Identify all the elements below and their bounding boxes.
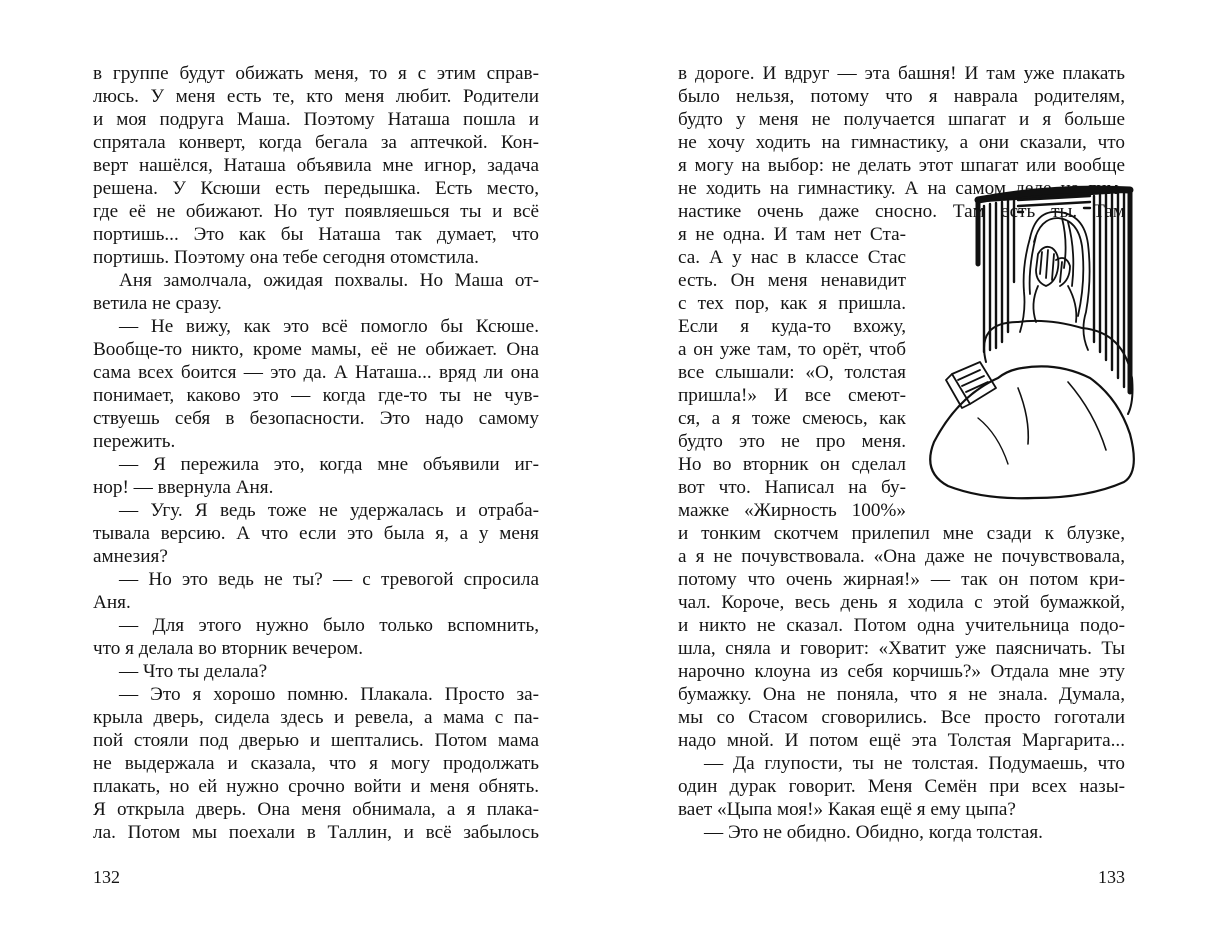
text-line: где её не обижают. Но тут появляешься ты и всё (93, 201, 539, 222)
text-line: будто это не про меня. (678, 431, 906, 452)
text-line: портишь. Поэтому она тебе сегодня отомстила. (93, 247, 479, 268)
text-line: мы со Стасом сговорились. Все просто гоготали (678, 707, 1125, 728)
text-line: решена. У Ксюши есть передышка. Есть место, (93, 178, 539, 199)
text-line: не выдержала и сказала, что я могу продолжать (93, 753, 539, 774)
text-line: не хочу ходить на гимнастику, а они сказали, что (678, 132, 1125, 153)
text-line: и никто не сказал. Потом одна учительница подо- (678, 615, 1125, 636)
text-line: понимает, каково это — когда где-то ты не чув- (93, 385, 539, 406)
text-line: в группе будут обижать меня, то я с этим справ- (93, 63, 539, 84)
text-line: а он уже там, то орёт, чтоб (678, 339, 906, 360)
right-page (678, 0, 1125, 948)
text-line: ветила не сразу. (93, 293, 222, 314)
text-line: тывала версию. А что если это была я, а у меня (93, 523, 539, 544)
girl-crying-in-bed-illustration (918, 182, 1140, 504)
text-line: чал. Короче, весь день я ходила с этой бумажкой, (678, 592, 1125, 613)
text-line: с тех пор, как я пришла. (678, 293, 906, 314)
text-line: вот что. Написал на бу- (678, 477, 906, 498)
text-line: сама всех боится — это да. А Наташа... вряд ли она (93, 362, 539, 383)
text-line: вает «Цыпа моя!» Какая ещё я ему цыпа? (678, 799, 1016, 820)
text-line: не ходить на гимнастику. А на самом деле на гим- (678, 178, 1125, 199)
text-line: люсь. У меня есть те, кто меня любит. Родители (93, 86, 539, 107)
text-line: бумажку. Она не поняла, что я не знала. Думала, (678, 684, 1125, 705)
text-line: Аня замолчала, ожидая похвалы. Но Маша от- (119, 270, 539, 291)
left-page (93, 0, 539, 948)
text-line: крыла дверь, сидела здесь и ревела, а мама с па- (93, 707, 539, 728)
text-line: Я открыла дверь. Она меня обнимала, а я плака- (93, 799, 539, 820)
text-line: нор! — ввернула Аня. (93, 477, 274, 498)
text-line: — Что ты делала? (119, 661, 268, 682)
text-line: будто у меня не получается шпагат и я больше (678, 109, 1125, 130)
text-line: а я не почувствовала. «Она даже не почувствовала, (678, 546, 1125, 567)
text-line: я могу на выбор: не делать этот шпагат или вообще (678, 155, 1125, 176)
text-line: — Угу. Я ведь тоже не удержалась и отраба- (119, 500, 539, 521)
text-line: все слышали: «О, толстая (678, 362, 906, 383)
text-line: са. А у нас в классе Стас (678, 247, 906, 268)
text-line: верт нашёлся, Наташа объявила мне игнор, задача (93, 155, 539, 176)
text-line: — Да глупости, ты не толстая. Подумаешь, что (704, 753, 1125, 774)
text-line: Аня. (93, 592, 131, 613)
text-line: пришла!» И все смеют- (678, 385, 906, 406)
text-line: спрятала конверт, когда бегала за аптечкой. Кон- (93, 132, 539, 153)
text-line: Если я куда-то вхожу, (678, 316, 906, 337)
text-line: и тонким скотчем прилепил мне сзади к блузке, (678, 523, 1125, 544)
text-line: и моя подруга Маша. Поэтому Наташа пошла и (93, 109, 539, 130)
text-line: мажке «Жирность 100%» (678, 500, 906, 521)
text-line: пережить. (93, 431, 176, 452)
text-line: один дурак говорит. Меня Семён при всех назы- (678, 776, 1125, 797)
left-page-text (93, 62, 539, 844)
text-line: было нельзя, потому что я наврала родителям, (678, 86, 1125, 107)
right-page-number: 133 (1098, 867, 1125, 887)
text-line: — Это не обидно. Обидно, когда толстая. (704, 822, 1043, 843)
text-line: Но во вторник он сделал (678, 454, 906, 475)
text-line: — Это я хорошо помню. Плакала. Просто за- (119, 684, 539, 705)
text-line: портишь... Это как бы Наташа так думает, что (93, 224, 539, 245)
text-line: настике очень даже сносно. Там есть ты. Там (678, 201, 1125, 222)
text-line: что я делала во вторник вечером. (93, 638, 364, 659)
text-line: — Не вижу, как это всё помогло бы Ксюше. (119, 316, 539, 337)
text-line: есть. Он меня ненавидит (678, 270, 906, 291)
text-line: в дороге. И вдруг — эта башня! И там уже плакать (678, 63, 1125, 84)
text-line: потому что очень жирная!» — так он потом кри- (678, 569, 1125, 590)
text-line: шла, сняла и говорит: «Хватит уже паясничать. Ты (678, 638, 1125, 659)
text-line: плакать, но ей нужно срочно войти и меня обнять. (93, 776, 539, 797)
text-line: ла. Потом мы поехали в Таллин, и всё забылось (93, 822, 539, 843)
text-line: — Для этого нужно было только вспомнить, (119, 615, 539, 636)
left-page-number: 132 (93, 867, 120, 887)
text-line: — Но это ведь не ты? — с тревогой спросила (119, 569, 539, 590)
text-line: нарочно клоуна из себя корчишь?» Отдала мне эту (678, 661, 1125, 682)
text-line: пой стояли под дверью и шептались. Потом мама (93, 730, 539, 751)
text-line: ся, а я тоже смеюсь, как (678, 408, 906, 429)
text-line: — Я пережила это, когда мне объявили иг- (119, 454, 539, 475)
text-line: Вообще-то никто, кроме мамы, её не обижает. Она (93, 339, 539, 360)
text-line: надо мной. И потом ещё эта Толстая Маргарита... (678, 730, 1125, 751)
text-line: ствуешь себя в безопасности. Это надо самому (93, 408, 539, 429)
text-line: я не одна. И там нет Ста- (678, 224, 906, 245)
text-line: амнезия? (93, 546, 168, 567)
